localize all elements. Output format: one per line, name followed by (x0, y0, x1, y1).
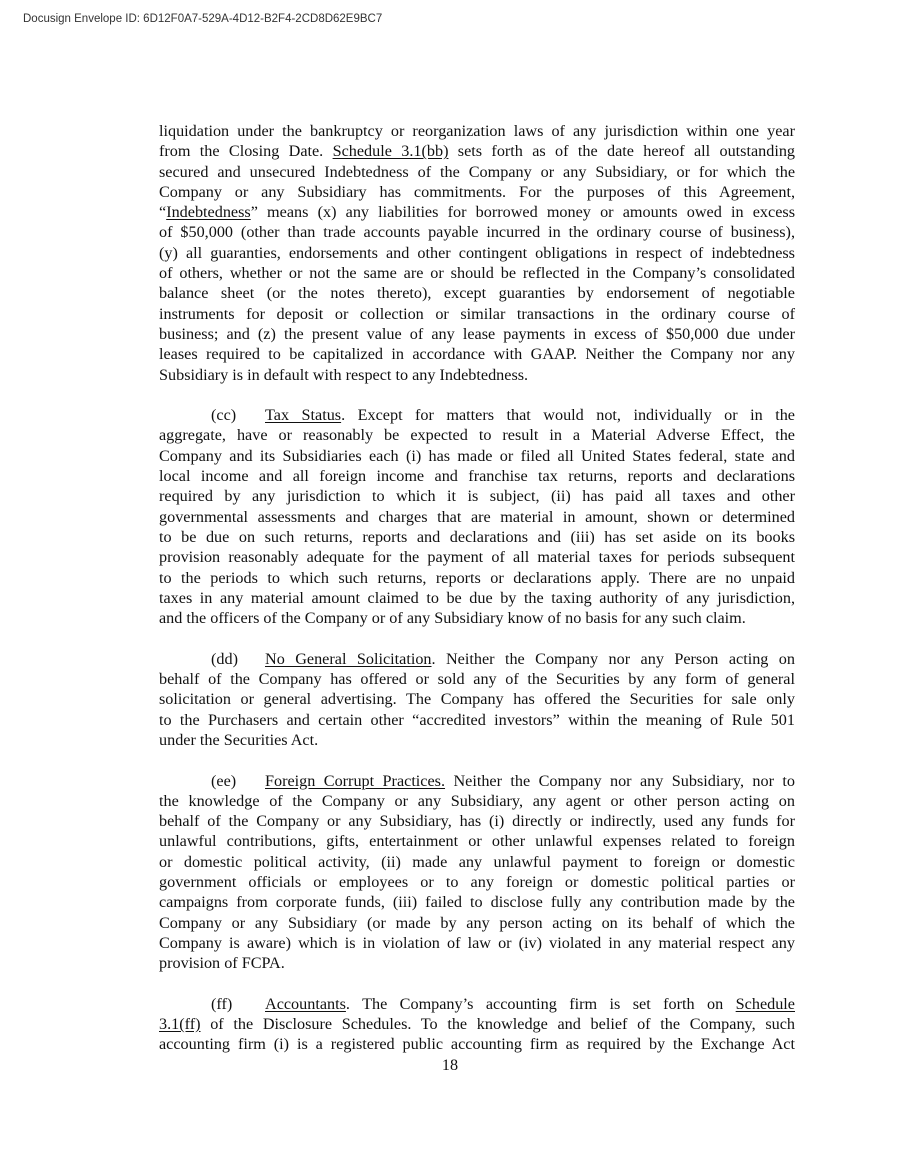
section-dd-no-general-solicitation (159, 649, 795, 750)
paragraph-bb-continuation (159, 121, 795, 385)
section-label: (ff) (211, 994, 233, 1013)
section-heading: Foreign Corrupt Practices. (265, 771, 446, 790)
text-line: provision of FCPA. (159, 954, 285, 973)
schedule-reference: Schedule (735, 994, 795, 1013)
text-line: taxes in any material amount claimed to be due by the taxing authority of any jurisdiction, (159, 588, 795, 607)
text-line: Company or any Subsidiary (or made by any person acting on its behalf of which the (159, 913, 795, 932)
text-line: behalf of the Company or any Subsidiary, has (i) directly or indirectly, used any funds for (159, 812, 795, 831)
text-line: to be due on such returns, reports and declarations and (iii) has set aside on its books (159, 527, 795, 546)
text-line: required by any jurisdiction to which it is subject, (ii) has paid all taxes and other (159, 487, 795, 506)
text-line: Company is aware) which is in violation of law or (iv) violated in any material respect any (159, 933, 795, 952)
section-ff-accountants (159, 994, 795, 1055)
text-line: balance sheet (or the notes thereto), except guaranties by endorsement of negotiable (159, 284, 795, 303)
text-line: accounting firm (i) is a registered public accounting firm as required by the Exchange Act (159, 1035, 795, 1054)
text-line: of $50,000 (other than trade accounts payable incurred in the ordinary course of business), (159, 223, 795, 242)
section-heading: Tax Status (265, 406, 342, 425)
text-line: behalf of the Company has offered or sold any of the Securities by any form of general (159, 670, 795, 689)
section-label: (cc) (211, 406, 237, 425)
text-line: (ee) Foreign Corrupt Practices. Neither the Company nor any Subsidiary, nor to (211, 771, 796, 790)
section-heading: No General Solicitation (265, 649, 432, 668)
text-line: liquidation under the bankruptcy or reorganization laws of any jurisdiction within one year (159, 122, 795, 140)
defined-term: Indebtedness (166, 203, 251, 222)
text-line: instruments for deposit or collection or similar transactions in the ordinary course of (159, 304, 795, 323)
text-line: (dd) No General Solicitation. Neither the Company nor any Person acting on (211, 649, 795, 668)
text-line: (y) all guaranties, endorsements and other contingent obligations in respect of indebtedness (159, 243, 795, 262)
text-line: and the officers of the Company or of any Subsidiary know of no basis for any such claim. (159, 609, 746, 628)
text-line: Subsidiary is in default with respect to any Indebtedness. (159, 365, 529, 384)
text-line: the knowledge of the Company or any Subsidiary, any agent or other person acting on (159, 791, 795, 810)
page-number: 18 (441, 1056, 459, 1074)
text-line: campaigns from corporate funds, (iii) failed to disclose fully any contribution made by the (159, 893, 795, 912)
text-line: from the Closing Date. Schedule 3.1(bb) sets forth as of the date hereof all outstanding (159, 142, 796, 161)
text-line: or domestic political activity, (ii) made any unlawful payment to foreign or domestic (159, 852, 795, 871)
document-body (159, 121, 795, 1075)
section-ee-foreign-corrupt-practices (159, 771, 795, 974)
text-line: Company or any Subsidiary has commitments. For the purposes of this Agreement, (159, 182, 795, 201)
text-line: 3.1(ff) of the Disclosure Schedules. To the knowledge and belief of the Company, such (159, 1015, 795, 1034)
text-line: aggregate, have or reasonably be expected to result in a Material Adverse Effect, the (159, 426, 795, 445)
text-line: government officials or employees or to any foreign or domestic political parties or (159, 872, 795, 891)
text-line: solicitation or general advertising. The Company has offered the Securities for sale only (159, 690, 795, 709)
section-cc-tax-status (159, 405, 795, 628)
section-label: (ee) (211, 771, 237, 790)
text-line: unlawful contributions, gifts, entertainment or other unlawful expenses related to foreign (159, 832, 795, 851)
section-heading: Accountants (265, 994, 346, 1013)
text-line: provision reasonably adequate for the payment of all material taxes for periods subsequent (159, 548, 795, 567)
schedule-reference: Schedule 3.1(bb) (332, 142, 449, 161)
text-line: (cc) Tax Status. Except for matters that would not, individually or in the (211, 406, 795, 425)
text-line: local income and all foreign income and franchise tax returns, reports and declarations (159, 467, 795, 486)
text-line: business; and (z) the present value of any lease payments in excess of $50,000 due under (159, 324, 795, 343)
docusign-envelope-id: Docusign Envelope ID: 6D12F0A7-529A-4D12-B2F4-2CD8D62E9BC7 (23, 13, 383, 25)
text-line: to the periods to which such returns, reports or declarations apply. There are no unpaid (159, 568, 795, 587)
text-line: leases required to be capitalized in accordance with GAAP. Neither the Company nor any (159, 345, 795, 364)
text-line: (ff) Accountants. The Company’s accounting firm is set forth on Schedule (211, 994, 795, 1013)
text-line: secured and unsecured Indebtedness of the Company or any Subsidiary, or for which the (159, 162, 795, 181)
text-line: governmental assessments and charges that are material in amount, shown or determined (159, 507, 795, 526)
schedule-reference: 3.1(ff) (159, 1015, 201, 1034)
text-line: “Indebtedness” means (x) any liabilities for borrowed money or amounts owed in excess (159, 203, 795, 222)
text-line: under the Securities Act. (159, 730, 319, 749)
text-line: to the Purchasers and certain other “accredited investors” within the meaning of Rule 501 (159, 710, 795, 729)
section-label: (dd) (211, 649, 238, 668)
text-line: Company and its Subsidiaries each (i) has made or filed all United States federal, state and (159, 446, 795, 465)
text-line: of others, whether or not the same are or should be reflected in the Company’s consolidated (159, 264, 795, 283)
